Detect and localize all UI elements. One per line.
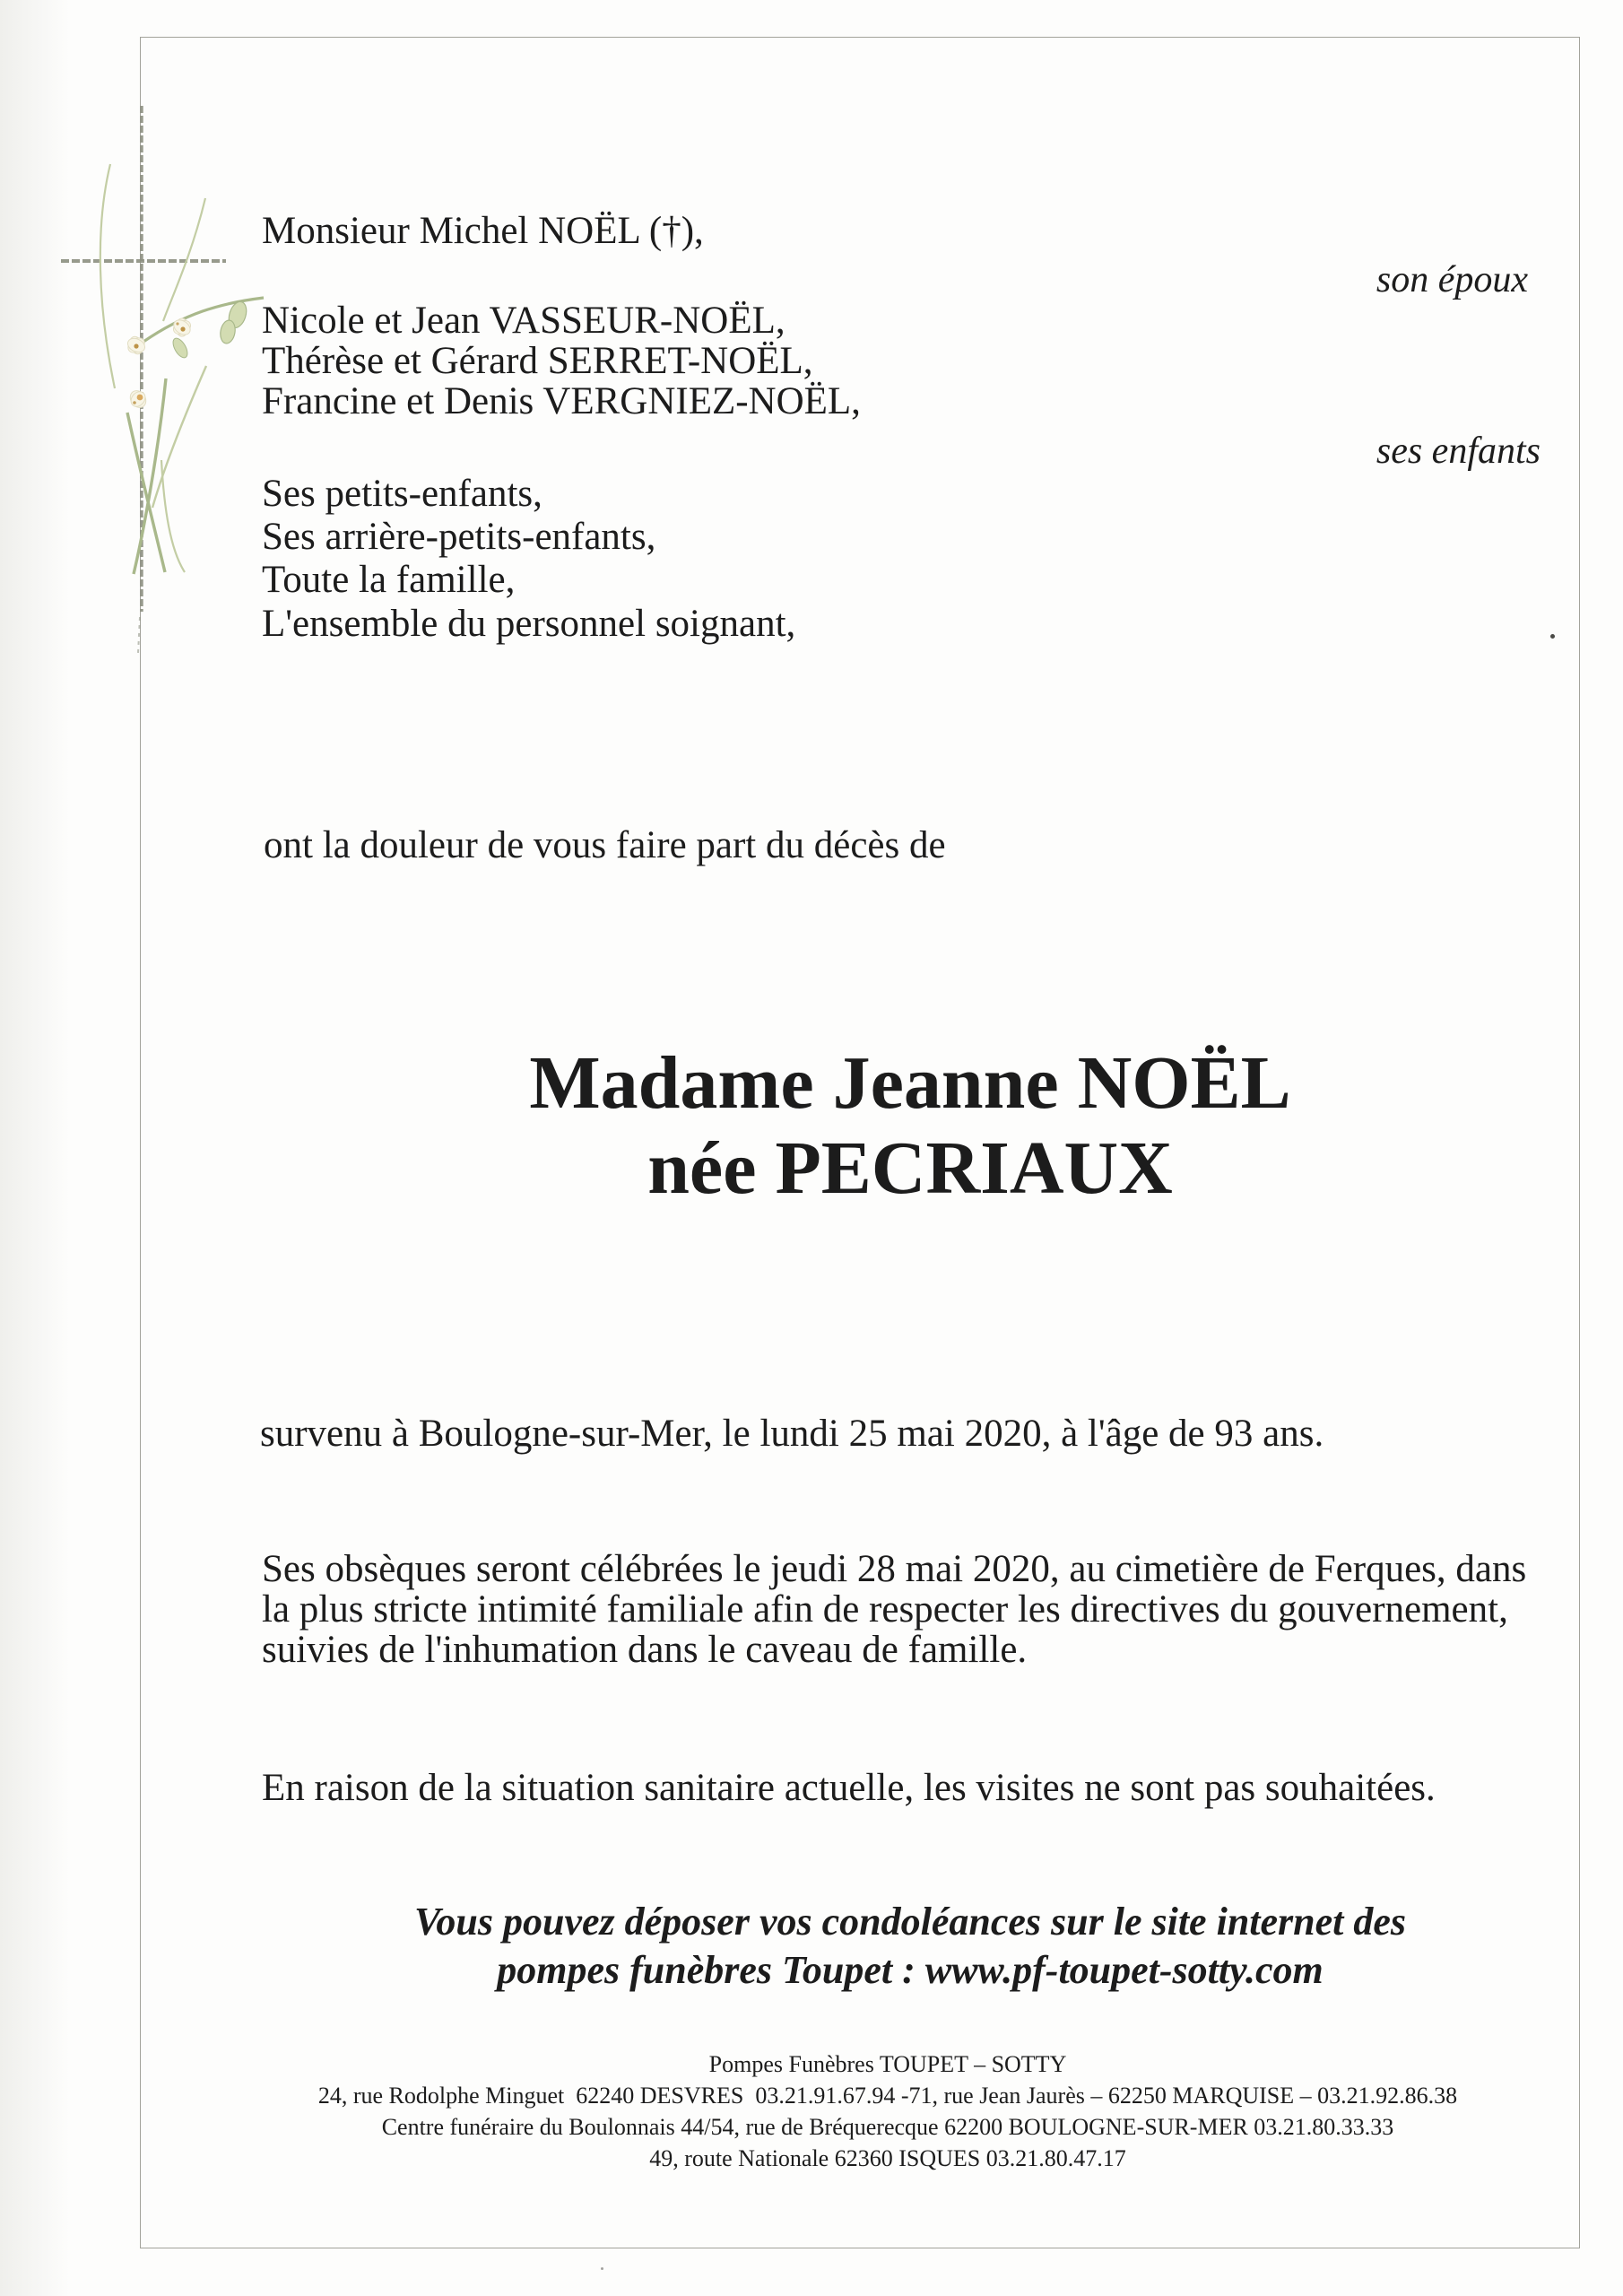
family-line: Ses arrière-petits-enfants, bbox=[262, 516, 656, 558]
death-details-line: survenu à Boulogne-sur-Mer, le lundi 25 mai 2020, à l'âge de 93 ans. bbox=[260, 1413, 1324, 1455]
condolences-line: pompes funèbres Toupet : www.pf-toupet-sotty.com bbox=[497, 1948, 1324, 1992]
family-line: Ses petits-enfants, bbox=[262, 473, 542, 515]
footer-address-line: Centre funéraire du Boulonnais 44/54, rue de Bréquerecque 62200 BOULOGNE-SUR-MER 03.21.80.33.33 bbox=[381, 2114, 1394, 2140]
children-role-label: ses enfants bbox=[1376, 430, 1541, 472]
child-line: Nicole et Jean VASSEUR-NOËL, bbox=[262, 300, 785, 342]
cross-and-flowers-icon bbox=[27, 79, 269, 653]
husband-role-label: son époux bbox=[1376, 259, 1528, 300]
condolences-note bbox=[260, 1898, 1560, 1995]
funeral-home-footer bbox=[215, 2048, 1560, 2174]
scan-speck bbox=[601, 2267, 603, 2270]
flower-icon bbox=[171, 317, 193, 338]
condolences-line: Vous pouvez déposer vos condoléances sur le site internet des bbox=[413, 1900, 1407, 1944]
funeral-line: Ses obsèques seront célébrées le jeudi 28 mai 2020, au cimetière de Ferques, dans bbox=[262, 1548, 1527, 1590]
deceased-name-line2: née PECRIAUX bbox=[647, 1126, 1173, 1210]
family-line: L'ensemble du personnel soignant, bbox=[262, 603, 796, 645]
funeral-line: la plus stricte intimité familiale afin de respecter les directives du gouvernement, bbox=[262, 1588, 1508, 1631]
deceased-name-line1: Madame Jeanne NOËL bbox=[529, 1041, 1291, 1125]
announcement-line: ont la douleur de vous faire part du décès de bbox=[264, 824, 946, 866]
flower-icon bbox=[126, 335, 147, 356]
footer-address-line: 24, rue Rodolphe Minguet 62240 DESVRES 03.21.91.67.94 -71, rue Jean Jaurès – 62250 MARQUISE – 03.21.92.86.38 bbox=[317, 2083, 1458, 2109]
visits-line: En raison de la situation sanitaire actuelle, les visites ne sont pas souhaitées. bbox=[262, 1767, 1436, 1809]
footer-company-name: Pompes Funèbres TOUPET – SOTTY bbox=[708, 2051, 1067, 2077]
child-line: Thérèse et Gérard SERRET-NOËL, bbox=[262, 340, 813, 382]
husband-line: Monsieur Michel NOËL (†), bbox=[262, 210, 704, 252]
footer-address-line: 49, route Nationale 62360 ISQUES 03.21.80.47.17 bbox=[649, 2145, 1126, 2171]
scan-speck bbox=[1550, 634, 1555, 639]
funeral-paragraph bbox=[262, 1549, 1526, 1670]
flower-icon bbox=[127, 387, 150, 411]
family-line: Toute la famille, bbox=[262, 559, 516, 601]
child-line: Francine et Denis VERGNIEZ-NOËL, bbox=[262, 380, 861, 422]
funeral-line: suivies de l'inhumation dans le caveau de famille. bbox=[262, 1629, 1028, 1671]
